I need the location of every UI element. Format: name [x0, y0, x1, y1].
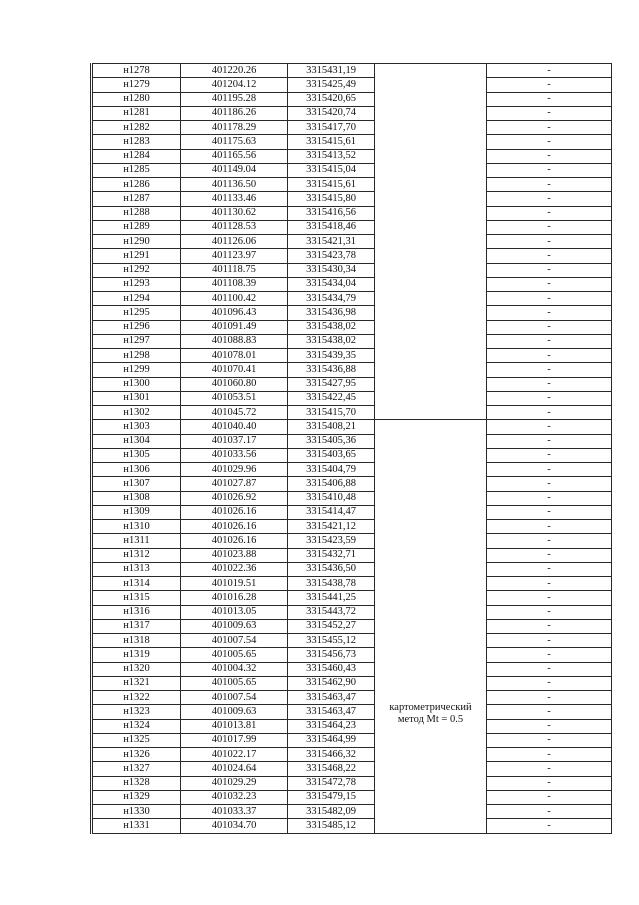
point-id-cell: н1303 [92, 420, 181, 434]
x-coordinate-cell: 401033.56 [181, 448, 288, 462]
x-coordinate-cell: 401033.37 [181, 805, 288, 819]
x-coordinate-cell: 401126.06 [181, 235, 288, 249]
y-coordinate-cell: 3315415,04 [288, 163, 375, 177]
x-coordinate-cell: 401013.05 [181, 605, 288, 619]
table-row [92, 377, 612, 391]
y-coordinate-cell: 3315406,88 [288, 477, 375, 491]
x-coordinate-cell: 401165.56 [181, 149, 288, 163]
note-cell: - [487, 178, 612, 192]
x-coordinate-cell: 401136.50 [181, 178, 288, 192]
table-row [92, 776, 612, 790]
note-cell: - [487, 762, 612, 776]
x-coordinate-cell: 401149.04 [181, 163, 288, 177]
note-cell: - [487, 733, 612, 747]
x-coordinate-cell: 401070.41 [181, 363, 288, 377]
point-id-cell: н1314 [92, 577, 181, 591]
y-coordinate-cell: 3315434,79 [288, 292, 375, 306]
x-coordinate-cell: 401026.16 [181, 505, 288, 519]
note-cell: - [487, 548, 612, 562]
note-cell: - [487, 619, 612, 633]
point-id-cell: н1319 [92, 648, 181, 662]
note-cell: - [487, 634, 612, 648]
note-cell: - [487, 505, 612, 519]
y-coordinate-cell: 3315463,47 [288, 705, 375, 719]
y-coordinate-cell: 3315432,71 [288, 548, 375, 562]
note-cell: - [487, 691, 612, 705]
table-row [92, 106, 612, 120]
point-id-cell: н1297 [92, 334, 181, 348]
table-row [92, 619, 612, 633]
point-id-cell: н1286 [92, 178, 181, 192]
note-cell: - [487, 562, 612, 576]
note-cell: - [487, 520, 612, 534]
point-id-cell: н1304 [92, 434, 181, 448]
y-coordinate-cell: 3315415,80 [288, 192, 375, 206]
note-cell: - [487, 591, 612, 605]
x-coordinate-cell: 401009.63 [181, 619, 288, 633]
table-row [92, 135, 612, 149]
table-row [92, 163, 612, 177]
table-row [92, 235, 612, 249]
point-id-cell: н1302 [92, 406, 181, 420]
y-coordinate-cell: 3315438,78 [288, 577, 375, 591]
point-id-cell: н1323 [92, 705, 181, 719]
x-coordinate-cell: 401130.62 [181, 206, 288, 220]
point-id-cell: н1293 [92, 277, 181, 291]
point-id-cell: н1329 [92, 790, 181, 804]
x-coordinate-cell: 401096.43 [181, 306, 288, 320]
table-row [92, 149, 612, 163]
point-id-cell: н1285 [92, 163, 181, 177]
x-coordinate-cell: 401133.46 [181, 192, 288, 206]
table-row [92, 534, 612, 548]
y-coordinate-cell: 3315425,49 [288, 78, 375, 92]
y-coordinate-cell: 3315404,79 [288, 463, 375, 477]
table-row [92, 819, 612, 833]
x-coordinate-cell: 401016.28 [181, 591, 288, 605]
table-row [92, 92, 612, 106]
table-row [92, 349, 612, 363]
point-id-cell: н1307 [92, 477, 181, 491]
table-row [92, 634, 612, 648]
y-coordinate-cell: 3315452,27 [288, 619, 375, 633]
point-id-cell: н1324 [92, 719, 181, 733]
y-coordinate-cell: 3315472,78 [288, 776, 375, 790]
y-coordinate-cell: 3315456,73 [288, 648, 375, 662]
point-id-cell: н1299 [92, 363, 181, 377]
table-row [92, 292, 612, 306]
note-cell: - [487, 463, 612, 477]
x-coordinate-cell: 401175.63 [181, 135, 288, 149]
point-id-cell: н1305 [92, 448, 181, 462]
point-id-cell: н1311 [92, 534, 181, 548]
table-row [92, 748, 612, 762]
note-cell: - [487, 92, 612, 106]
y-coordinate-cell: 3315415,70 [288, 406, 375, 420]
note-cell: - [487, 206, 612, 220]
table-row [92, 178, 612, 192]
note-cell: - [487, 292, 612, 306]
point-id-cell: н1292 [92, 263, 181, 277]
point-id-cell: н1327 [92, 762, 181, 776]
point-id-cell: н1313 [92, 562, 181, 576]
point-id-cell: н1278 [92, 64, 181, 78]
note-cell: - [487, 149, 612, 163]
table-row [92, 577, 612, 591]
y-coordinate-cell: 3315482,09 [288, 805, 375, 819]
point-id-cell: н1318 [92, 634, 181, 648]
point-id-cell: н1322 [92, 691, 181, 705]
x-coordinate-cell: 401005.65 [181, 648, 288, 662]
table-row [92, 249, 612, 263]
y-coordinate-cell: 3315427,95 [288, 377, 375, 391]
note-cell: - [487, 776, 612, 790]
x-coordinate-cell: 401026.16 [181, 534, 288, 548]
point-id-cell: н1281 [92, 106, 181, 120]
note-cell: - [487, 391, 612, 405]
x-coordinate-cell: 401017.99 [181, 733, 288, 747]
point-id-cell: н1325 [92, 733, 181, 747]
table-row [92, 548, 612, 562]
y-coordinate-cell: 3315436,88 [288, 363, 375, 377]
x-coordinate-cell: 401045.72 [181, 406, 288, 420]
table-row [92, 562, 612, 576]
x-coordinate-cell: 401128.53 [181, 220, 288, 234]
table-row [92, 206, 612, 220]
point-id-cell: н1284 [92, 149, 181, 163]
point-id-cell: н1316 [92, 605, 181, 619]
point-id-cell: н1310 [92, 520, 181, 534]
y-coordinate-cell: 3315410,48 [288, 491, 375, 505]
table-row [92, 662, 612, 676]
table-row [92, 391, 612, 405]
note-cell: - [487, 819, 612, 833]
x-coordinate-cell: 401123.97 [181, 249, 288, 263]
x-coordinate-cell: 401004.32 [181, 662, 288, 676]
point-id-cell: н1330 [92, 805, 181, 819]
point-id-cell: н1287 [92, 192, 181, 206]
x-coordinate-cell: 401088.83 [181, 334, 288, 348]
y-coordinate-cell: 3315415,61 [288, 135, 375, 149]
table-row [92, 64, 612, 78]
y-coordinate-cell: 3315420,65 [288, 92, 375, 106]
table-row [92, 448, 612, 462]
table-row [92, 477, 612, 491]
note-cell: - [487, 648, 612, 662]
y-coordinate-cell: 3315423,59 [288, 534, 375, 548]
table-row [92, 505, 612, 519]
point-id-cell: н1288 [92, 206, 181, 220]
point-id-cell: н1312 [92, 548, 181, 562]
x-coordinate-cell: 401034.70 [181, 819, 288, 833]
method-cell-upper [375, 64, 487, 420]
x-coordinate-cell: 401108.39 [181, 277, 288, 291]
coordinates-table-body [92, 64, 612, 834]
y-coordinate-cell: 3315439,35 [288, 349, 375, 363]
point-id-cell: н1320 [92, 662, 181, 676]
y-coordinate-cell: 3315438,02 [288, 320, 375, 334]
point-id-cell: н1282 [92, 121, 181, 135]
y-coordinate-cell: 3315418,46 [288, 220, 375, 234]
note-cell: - [487, 805, 612, 819]
note-cell: - [487, 363, 612, 377]
point-id-cell: н1291 [92, 249, 181, 263]
table-row [92, 192, 612, 206]
x-coordinate-cell: 401091.49 [181, 320, 288, 334]
y-coordinate-cell: 3315436,98 [288, 306, 375, 320]
x-coordinate-cell: 401026.16 [181, 520, 288, 534]
table-row [92, 491, 612, 505]
y-coordinate-cell: 3315434,04 [288, 277, 375, 291]
table-row [92, 762, 612, 776]
x-coordinate-cell: 401029.96 [181, 463, 288, 477]
table-row [92, 648, 612, 662]
note-cell: - [487, 235, 612, 249]
x-coordinate-cell: 401019.51 [181, 577, 288, 591]
table-row [92, 334, 612, 348]
x-coordinate-cell: 401040.40 [181, 420, 288, 434]
note-cell: - [487, 349, 612, 363]
x-coordinate-cell: 401060.80 [181, 377, 288, 391]
x-coordinate-cell: 401005.65 [181, 676, 288, 690]
point-id-cell: н1289 [92, 220, 181, 234]
note-cell: - [487, 491, 612, 505]
method-cell [375, 420, 487, 833]
y-coordinate-cell: 3315438,02 [288, 334, 375, 348]
table-row [92, 691, 612, 705]
note-cell: - [487, 534, 612, 548]
point-id-cell: н1280 [92, 92, 181, 106]
table-row [92, 306, 612, 320]
point-id-cell: н1331 [92, 819, 181, 833]
point-id-cell: н1295 [92, 306, 181, 320]
table-row [92, 320, 612, 334]
y-coordinate-cell: 3315455,12 [288, 634, 375, 648]
table-row [92, 434, 612, 448]
y-coordinate-cell: 3315436,50 [288, 562, 375, 576]
x-coordinate-cell: 401220.26 [181, 64, 288, 78]
note-cell: - [487, 790, 612, 804]
method-name: картометрический [389, 701, 472, 713]
x-coordinate-cell: 401204.12 [181, 78, 288, 92]
note-cell: - [487, 605, 612, 619]
note-cell: - [487, 320, 612, 334]
x-coordinate-cell: 401007.54 [181, 691, 288, 705]
point-id-cell: н1315 [92, 591, 181, 605]
table-row [92, 406, 612, 420]
table-row [92, 705, 612, 719]
note-cell: - [487, 448, 612, 462]
point-id-cell: н1283 [92, 135, 181, 149]
table-row [92, 78, 612, 92]
x-coordinate-cell: 401195.28 [181, 92, 288, 106]
x-coordinate-cell: 401029.29 [181, 776, 288, 790]
note-cell: - [487, 135, 612, 149]
note-cell: - [487, 277, 612, 291]
note-cell: - [487, 662, 612, 676]
y-coordinate-cell: 3315431,19 [288, 64, 375, 78]
note-cell: - [487, 106, 612, 120]
x-coordinate-cell: 401100.42 [181, 292, 288, 306]
x-coordinate-cell: 401027.87 [181, 477, 288, 491]
y-coordinate-cell: 3315443,72 [288, 605, 375, 619]
point-id-cell: н1290 [92, 235, 181, 249]
y-coordinate-cell: 3315466,32 [288, 748, 375, 762]
table-row [92, 605, 612, 619]
y-coordinate-cell: 3315430,34 [288, 263, 375, 277]
point-id-cell: н1298 [92, 349, 181, 363]
y-coordinate-cell: 3315460,43 [288, 662, 375, 676]
note-cell: - [487, 263, 612, 277]
point-id-cell: н1306 [92, 463, 181, 477]
table-row [92, 591, 612, 605]
point-id-cell: н1328 [92, 776, 181, 790]
y-coordinate-cell: 3315464,99 [288, 733, 375, 747]
point-id-cell: н1300 [92, 377, 181, 391]
point-id-cell: н1279 [92, 78, 181, 92]
note-cell: - [487, 64, 612, 78]
y-coordinate-cell: 3315416,56 [288, 206, 375, 220]
x-coordinate-cell: 401053.51 [181, 391, 288, 405]
y-coordinate-cell: 3315479,15 [288, 790, 375, 804]
coordinates-table [90, 63, 612, 834]
y-coordinate-cell: 3315464,23 [288, 719, 375, 733]
table-row [92, 463, 612, 477]
x-coordinate-cell: 401032.23 [181, 790, 288, 804]
note-cell: - [487, 748, 612, 762]
y-coordinate-cell: 3315415,61 [288, 178, 375, 192]
table-row [92, 363, 612, 377]
y-coordinate-cell: 3315421,12 [288, 520, 375, 534]
x-coordinate-cell: 401186.26 [181, 106, 288, 120]
note-cell: - [487, 434, 612, 448]
table-row [92, 520, 612, 534]
point-id-cell: н1296 [92, 320, 181, 334]
note-cell: - [487, 377, 612, 391]
y-coordinate-cell: 3315403,65 [288, 448, 375, 462]
note-cell: - [487, 577, 612, 591]
note-cell: - [487, 334, 612, 348]
point-id-cell: н1308 [92, 491, 181, 505]
table-row [92, 733, 612, 747]
x-coordinate-cell: 401178.29 [181, 121, 288, 135]
table-row [92, 121, 612, 135]
note-cell: - [487, 719, 612, 733]
note-cell: - [487, 220, 612, 234]
y-coordinate-cell: 3315463,47 [288, 691, 375, 705]
table-row [92, 220, 612, 234]
point-id-cell: н1321 [92, 676, 181, 690]
point-id-cell: н1317 [92, 619, 181, 633]
y-coordinate-cell: 3315421,31 [288, 235, 375, 249]
note-cell: - [487, 78, 612, 92]
point-id-cell: н1309 [92, 505, 181, 519]
x-coordinate-cell: 401022.17 [181, 748, 288, 762]
point-id-cell: н1326 [92, 748, 181, 762]
x-coordinate-cell: 401024.64 [181, 762, 288, 776]
note-cell: - [487, 676, 612, 690]
table-row [92, 263, 612, 277]
note-cell: - [487, 249, 612, 263]
note-cell: - [487, 477, 612, 491]
y-coordinate-cell: 3315405,36 [288, 434, 375, 448]
y-coordinate-cell: 3315413,52 [288, 149, 375, 163]
y-coordinate-cell: 3315414,47 [288, 505, 375, 519]
note-cell: - [487, 420, 612, 434]
y-coordinate-cell: 3315417,70 [288, 121, 375, 135]
y-coordinate-cell: 3315422,45 [288, 391, 375, 405]
y-coordinate-cell: 3315423,78 [288, 249, 375, 263]
table-row [92, 277, 612, 291]
table-row [92, 420, 612, 434]
y-coordinate-cell: 3315441,25 [288, 591, 375, 605]
note-cell: - [487, 192, 612, 206]
y-coordinate-cell: 3315420,74 [288, 106, 375, 120]
y-coordinate-cell: 3315408,21 [288, 420, 375, 434]
x-coordinate-cell: 401078.01 [181, 349, 288, 363]
x-coordinate-cell: 401022.36 [181, 562, 288, 576]
note-cell: - [487, 306, 612, 320]
x-coordinate-cell: 401118.75 [181, 263, 288, 277]
point-id-cell: н1294 [92, 292, 181, 306]
table-row [92, 805, 612, 819]
x-coordinate-cell: 401007.54 [181, 634, 288, 648]
point-id-cell: н1301 [92, 391, 181, 405]
table-row [92, 676, 612, 690]
note-cell: - [487, 705, 612, 719]
x-coordinate-cell: 401023.88 [181, 548, 288, 562]
method-accuracy: метод Mt = 0.5 [397, 713, 464, 725]
table-row [92, 719, 612, 733]
y-coordinate-cell: 3315485,12 [288, 819, 375, 833]
note-cell: - [487, 121, 612, 135]
x-coordinate-cell: 401037.17 [181, 434, 288, 448]
note-cell: - [487, 163, 612, 177]
note-cell: - [487, 406, 612, 420]
table-row [92, 790, 612, 804]
x-coordinate-cell: 401013.81 [181, 719, 288, 733]
x-coordinate-cell: 401009.63 [181, 705, 288, 719]
y-coordinate-cell: 3315468,22 [288, 762, 375, 776]
x-coordinate-cell: 401026.92 [181, 491, 288, 505]
y-coordinate-cell: 3315462,90 [288, 676, 375, 690]
